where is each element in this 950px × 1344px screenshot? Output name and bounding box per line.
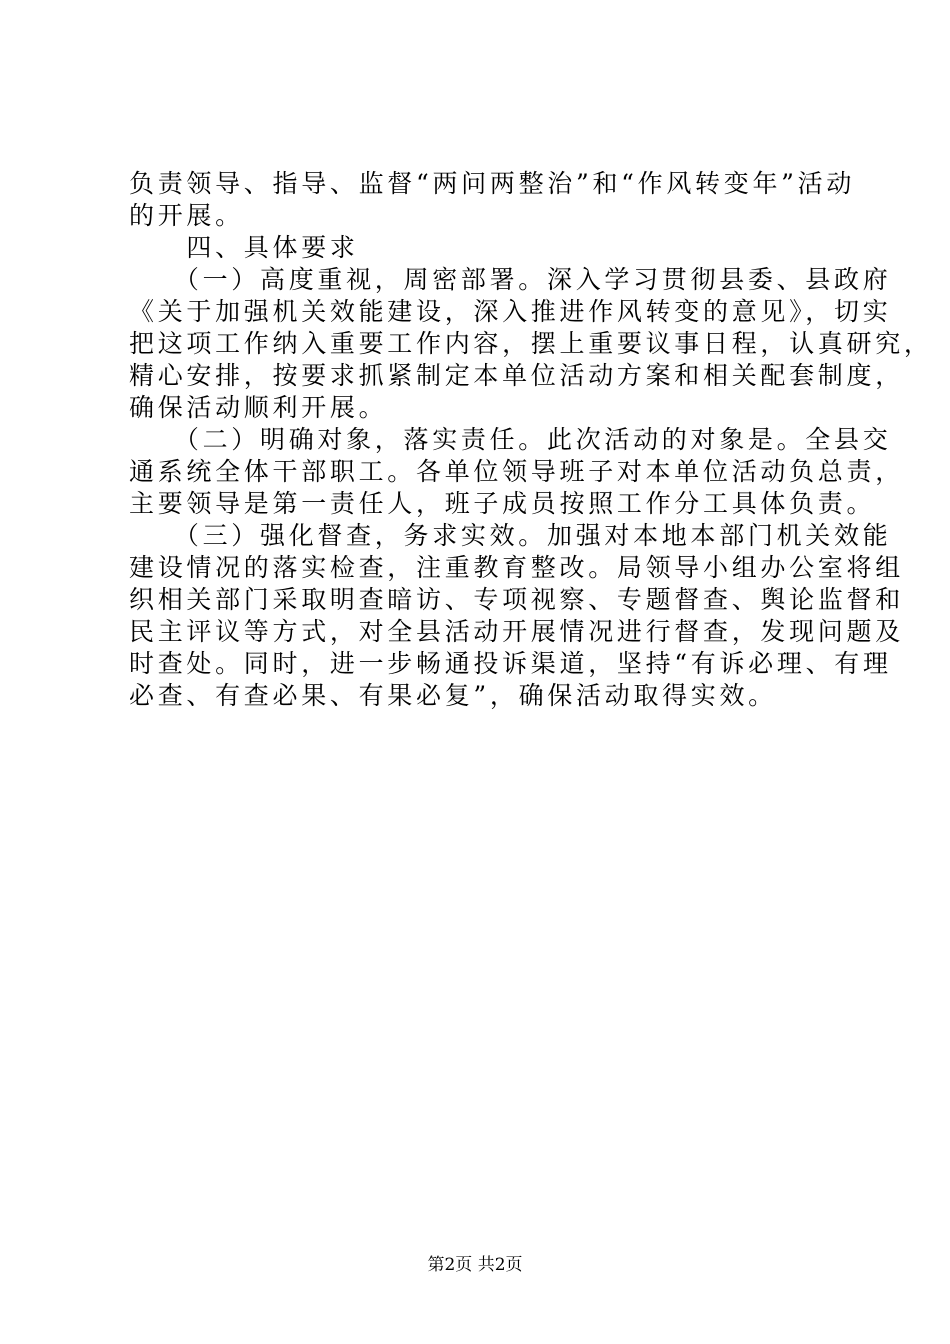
text-line: 织相关部门采取明查暗访、专项视察、专题督查、舆论监督和 <box>129 585 904 614</box>
text-line: （三）强化督查，务求实效。加强对本地本部门机关效能 <box>129 521 892 550</box>
text-line: 通系统全体干部职工。各单位领导班子对本单位活动负总责， <box>129 457 904 486</box>
text-line: 确保活动顺利开展。 <box>129 393 388 422</box>
text-line: 时查处。同时，进一步畅通投诉渠道，坚持“有诉必理、有理 <box>129 649 892 678</box>
text-line: 精心安排，按要求抓紧制定本单位活动方案和相关配套制度， <box>129 361 904 390</box>
text-line: 负责领导、指导、监督“两问两整治”和“作风转变年”活动 <box>129 169 856 198</box>
document-body <box>129 168 933 712</box>
text-line: 必查、有查必果、有果必复”，确保活动取得实效。 <box>129 681 777 710</box>
text-line: 主要领导是第一责任人，班子成员按照工作分工具体负责。 <box>129 489 876 518</box>
section-heading: 四、具体要求 <box>129 233 359 262</box>
text-line: （二）明确对象，落实责任。此次活动的对象是。全县交 <box>129 425 892 454</box>
text-line: 的开展。 <box>129 201 244 230</box>
text-line: 《关于加强机关效能建设，深入推进作风转变的意见》，切实 <box>129 297 892 326</box>
text-line: 民主评议等方式，对全县活动开展情况进行督查，发现问题及 <box>129 617 904 646</box>
text-line: （一）高度重视，周密部署。深入学习贯彻县委、县政府 <box>129 265 892 294</box>
text-line: 建设情况的落实检查，注重教育整改。局领导小组办公室将组 <box>129 553 904 582</box>
page-footer: 第2页 共2页 <box>427 1255 523 1275</box>
text-line: 把这项工作纳入重要工作内容，摆上重要议事日程，认真研究， <box>129 329 933 358</box>
